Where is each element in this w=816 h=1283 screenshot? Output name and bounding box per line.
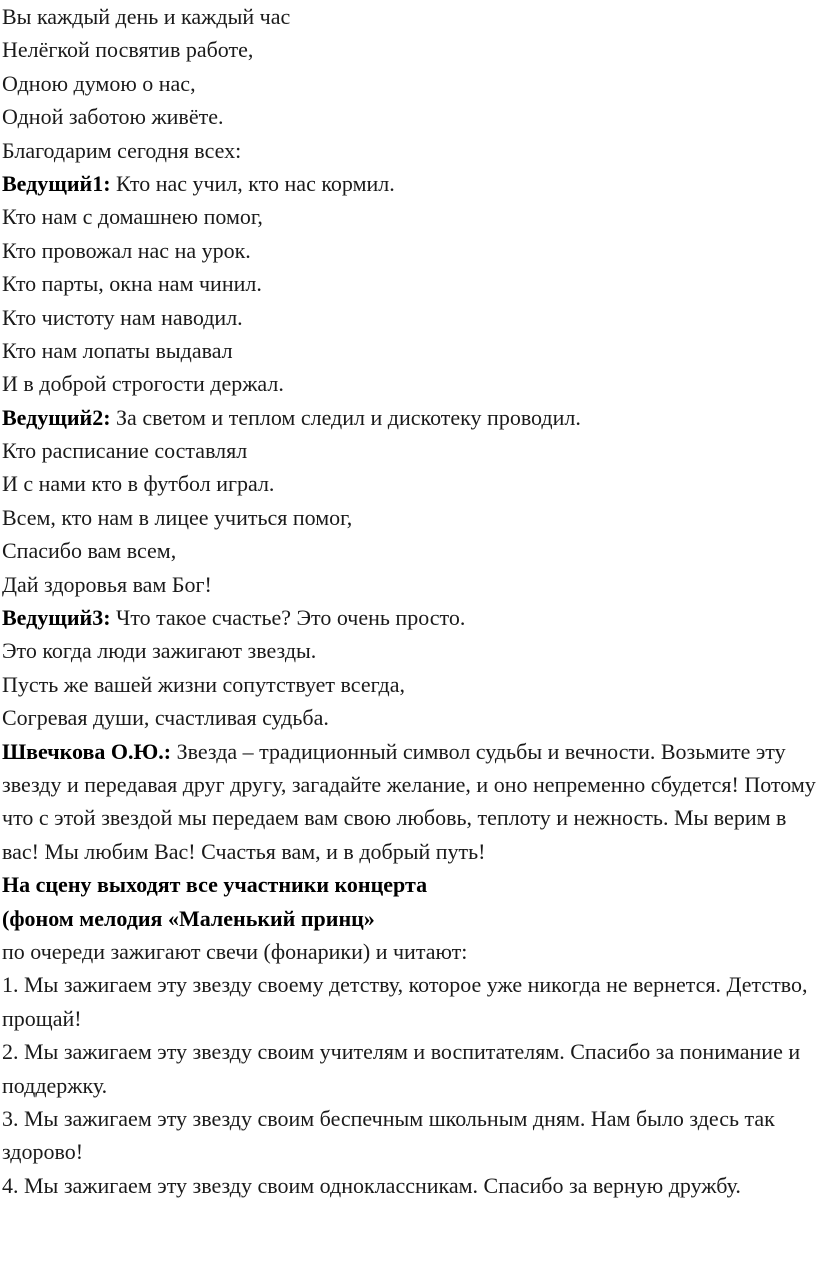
poem-line: Это когда люди зажигают звезды.: [2, 638, 317, 664]
speaker-label: Ведущий3:: [2, 605, 111, 631]
poem-line: Дай здоровья вам Бог!: [2, 571, 212, 597]
host1-first-line: [2, 167, 816, 200]
speech-text: Что такое счастье? Это очень просто.: [110, 605, 466, 631]
poem-line: Кто расписание составлял: [2, 438, 248, 464]
poem-line: Спасибо вам всем,: [2, 538, 177, 564]
poem-line: Кто провожал нас на урок.: [2, 237, 251, 263]
poem-line: Кто нам с домашнею помог,: [2, 204, 263, 230]
speaker-label: Швечкова О.Ю.:: [2, 738, 172, 764]
poem-intro: [2, 0, 816, 167]
host3-block: [2, 601, 816, 735]
host1-block: [2, 167, 816, 401]
speaker-label: Ведущий2:: [2, 404, 111, 430]
poem-line: Кто чистоту нам наводил.: [2, 304, 243, 330]
speech-text: За светом и теплом следил и дискотеку проводил.: [110, 404, 581, 430]
shvechkova-paragraph: [2, 735, 816, 869]
stage-direction-heading: На сцену выходят все участники концерта: [2, 872, 428, 898]
poem-line: Вы каждый день и каждый час: [2, 4, 291, 29]
list-item: 4. Мы зажигаем эту звезду своим одноклассникам. Спасибо за верную дружбу.: [2, 1172, 741, 1198]
host2-block: [2, 401, 816, 601]
stage-direction-note: по очереди зажигают свечи (фонарики) и читают:: [2, 939, 468, 964]
stage-direction-music: (фоном мелодия «Маленький принц»: [2, 905, 375, 931]
poem-line: Благодарим сегодня всех:: [2, 137, 242, 163]
speech-text: Кто нас учил, кто нас кормил.: [110, 170, 395, 196]
poem-line: Кто нам лопаты выдавал: [2, 337, 233, 363]
poem-line: Пусть же вашей жизни сопутствует всегда,: [2, 671, 405, 697]
speaker-label: Ведущий1:: [2, 170, 111, 196]
stage-direction: [2, 868, 816, 968]
numbered-list: [2, 968, 816, 1202]
poem-line: Всем, кто нам в лицее учиться помог,: [2, 504, 353, 530]
poem-line: Согревая души, счастливая судьба.: [2, 705, 329, 731]
poem-line: Одной заботою живёте.: [2, 104, 224, 130]
list-item: 1. Мы зажигаем эту звезду своему детству, которое уже никогда не вернется. Детство, прощай!: [2, 972, 808, 1031]
poem-line: Нелёгкой посвятив работе,: [2, 37, 254, 63]
poem-line: И с нами кто в футбол играл.: [2, 471, 275, 497]
list-item: 2. Мы зажигаем эту звезду своим учителям и воспитателям. Спасибо за понимание и поддержку.: [2, 1039, 801, 1098]
host3-first-line: [2, 601, 816, 634]
poem-line: И в доброй строгости держал.: [2, 371, 284, 397]
poem-line: Кто парты, окна нам чинил.: [2, 271, 262, 297]
list-item: 3. Мы зажигаем эту звезду своим беспечным школьным дням. Нам было здесь так здорово!: [2, 1106, 775, 1165]
host2-first-line: [2, 401, 816, 434]
speech-text: Звезда – традиционный символ судьбы и вечности. Возьмите эту звезду и передавая друг другу, загадайте желание, и оно непременно сбудется! Потому что с этой звездой мы передаем вам свою любовь, теплоту и нежность. Мы верим в вас! Мы любим Вас! Счастья вам, и в добрый путь!: [2, 738, 816, 864]
poem-line: Одною думою о нас,: [2, 70, 196, 96]
